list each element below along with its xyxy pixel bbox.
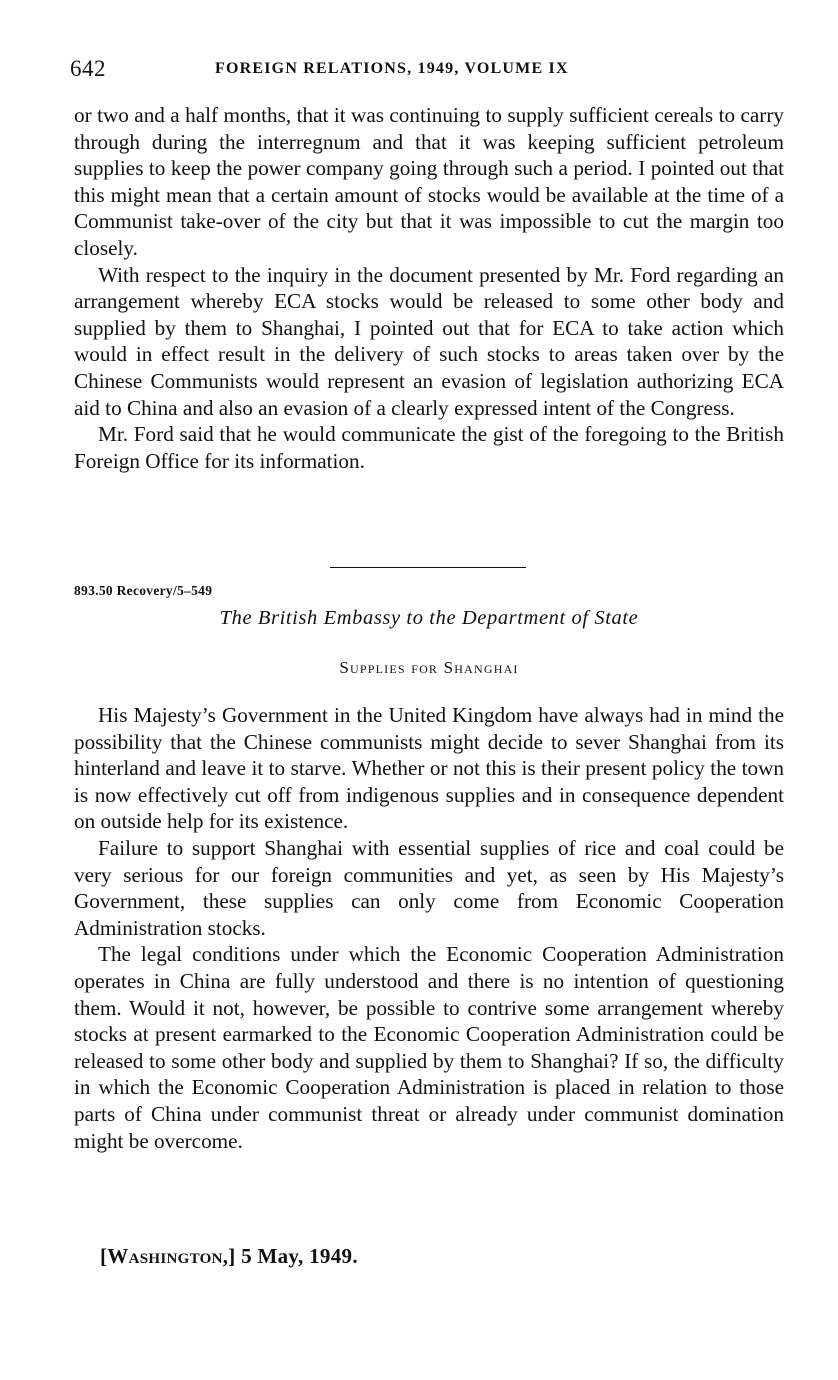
continuation-paragraph: or two and a half months, that it was continuing to supply sufficient cereals to carry through during the interregnum and that it was keeping sufficient petroleum supplies to keep the power company going through such a period. I pointed out that this might mean that a certain amount of stocks would be available at the time of a Communist take-over of the city but that it was impossible to cut the margin too closely. — [74, 103, 784, 260]
document-subtitle: Supplies for Shanghai — [339, 658, 519, 677]
running-head: FOREIGN RELATIONS, 1949, VOLUME IX — [215, 60, 569, 77]
body-paragraph: Failure to support Shanghai with essential supplies of rice and coal could be very serious for our foreign communities and yet, as seen by His Majesty’s Government, these supplies can only come from Economic Cooperation Administration stocks. — [74, 835, 784, 940]
continuation-paragraph: With respect to the inquiry in the document presented by Mr. Ford regarding an arrangement whereby ECA stocks would be released to some other body and supplied by them to Shanghai, I pointed out that for ECA to take action which would in effect result in the delivery of such stocks to areas taken over by the Chinese Communists would represent an evasion of legislation authorizing ECA aid to China and also an evasion of a clearly expressed intent of the Congress. — [74, 262, 784, 420]
page-header — [70, 56, 780, 86]
document-reference: 893.50 Recovery/5–549 — [74, 583, 213, 598]
signature-place: [Washington,] — [100, 1244, 236, 1268]
body-paragraph: His Majesty’s Government in the United Kingdom have always had in mind the possibility that the Chinese communists might decide to sever Shanghai from its hinterland and leave it to starve. Whether or not this is their present policy the town is now effectively cut off from indigenous supplies and in consequence dependent on outside help for its existence. — [74, 703, 784, 834]
section-divider — [330, 567, 526, 568]
signature-date: 5 May, 1949. — [241, 1244, 358, 1268]
signature-line — [100, 1244, 358, 1269]
document-body — [74, 702, 784, 1154]
page-number: 642 — [70, 56, 106, 81]
document-title: The British Embassy to the Department of State — [219, 607, 639, 629]
continuation-paragraph: Mr. Ford said that he would communicate the gist of the foregoing to the British Foreign Office for its information. — [74, 422, 784, 473]
continuation-text — [74, 102, 784, 474]
body-paragraph: The legal conditions under which the Economic Cooperation Administration operates in China are fully understood and there is no intention of questioning them. Would it not, however, be possible to contrive some arrangement whereby stocks at present earmarked to the Economic Cooperation Administration could be released to some other body and supplied by them to Shanghai? If so, the difficulty in which the Economic Cooperation Administration is placed in relation to those parts of China under communist threat or already under communist domination might be overcome. — [74, 942, 784, 1153]
